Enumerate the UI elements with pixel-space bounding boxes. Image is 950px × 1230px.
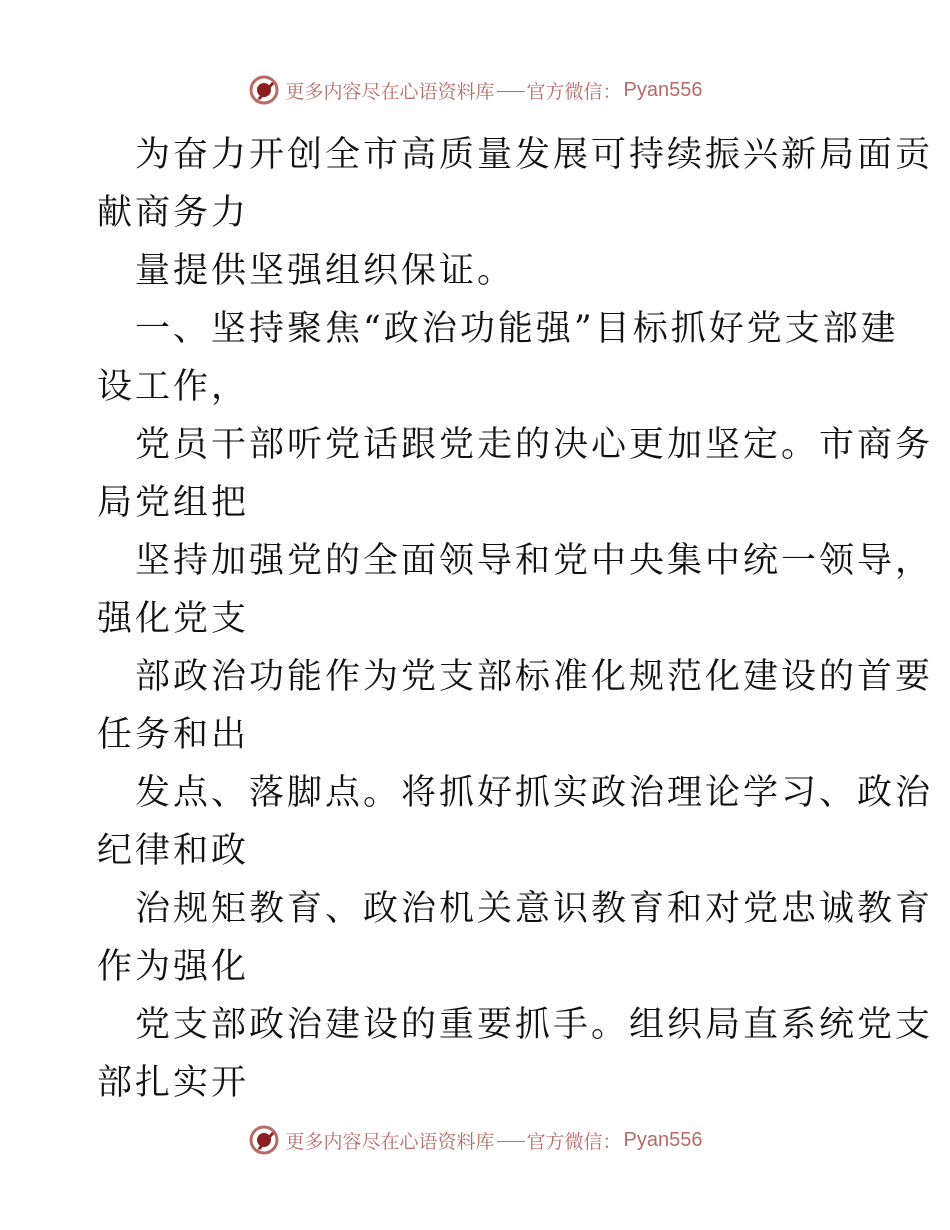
body-line: 纪律和政 xyxy=(97,831,250,871)
banner-wechat-label: 官方微信： xyxy=(526,1130,622,1153)
body-line: 任务和出 xyxy=(97,715,250,755)
document-body xyxy=(97,126,934,1112)
header-banner xyxy=(0,70,950,110)
body-line: 作为强化 xyxy=(97,947,250,987)
body-line: 党支部政治建设的重要抓手。组织局直系统党支 xyxy=(135,1005,934,1045)
banner-text: 更多内容尽在心语资料库 xyxy=(285,80,495,103)
footer-banner xyxy=(0,1120,950,1160)
banner-wechat-id: Pyan556 xyxy=(623,1128,703,1151)
body-line: 坚持加强党的全面领导和党中央集中统一领导， xyxy=(135,541,934,581)
banner-wechat-id: Pyan556 xyxy=(623,78,703,101)
body-line: 部政治功能作为党支部标准化规范化建设的首要 xyxy=(135,657,934,697)
banner-wechat-label: 官方微信： xyxy=(526,80,622,103)
body-line: 党员干部听党话跟党走的决心更加坚定。市商务 xyxy=(135,425,934,465)
body-line: 部扎实开 xyxy=(97,1063,250,1103)
body-line: 治规矩教育、政治机关意识教育和对党忠诚教育 xyxy=(135,889,934,929)
pen-logo-icon xyxy=(248,74,280,106)
body-line: 发点、落脚点。将抓好抓实政治理论学习、政治 xyxy=(135,773,934,813)
pen-logo-icon xyxy=(248,1124,280,1156)
body-line: 局党组把 xyxy=(97,483,250,523)
body-line: 为奋力开创全市高质量发展可持续振兴新局面贡 xyxy=(135,135,934,175)
body-line: 一、坚持聚焦“政治功能强”目标抓好党支部建 xyxy=(135,309,899,349)
banner-dash xyxy=(497,1141,525,1142)
body-line: 量提供坚强组织保证。 xyxy=(135,251,516,291)
body-line: 献商务力 xyxy=(97,193,250,233)
body-line: 设工作， xyxy=(97,367,250,407)
banner-dash xyxy=(497,91,525,92)
body-line: 强化党支 xyxy=(97,599,250,639)
banner-text: 更多内容尽在心语资料库 xyxy=(285,1130,495,1153)
